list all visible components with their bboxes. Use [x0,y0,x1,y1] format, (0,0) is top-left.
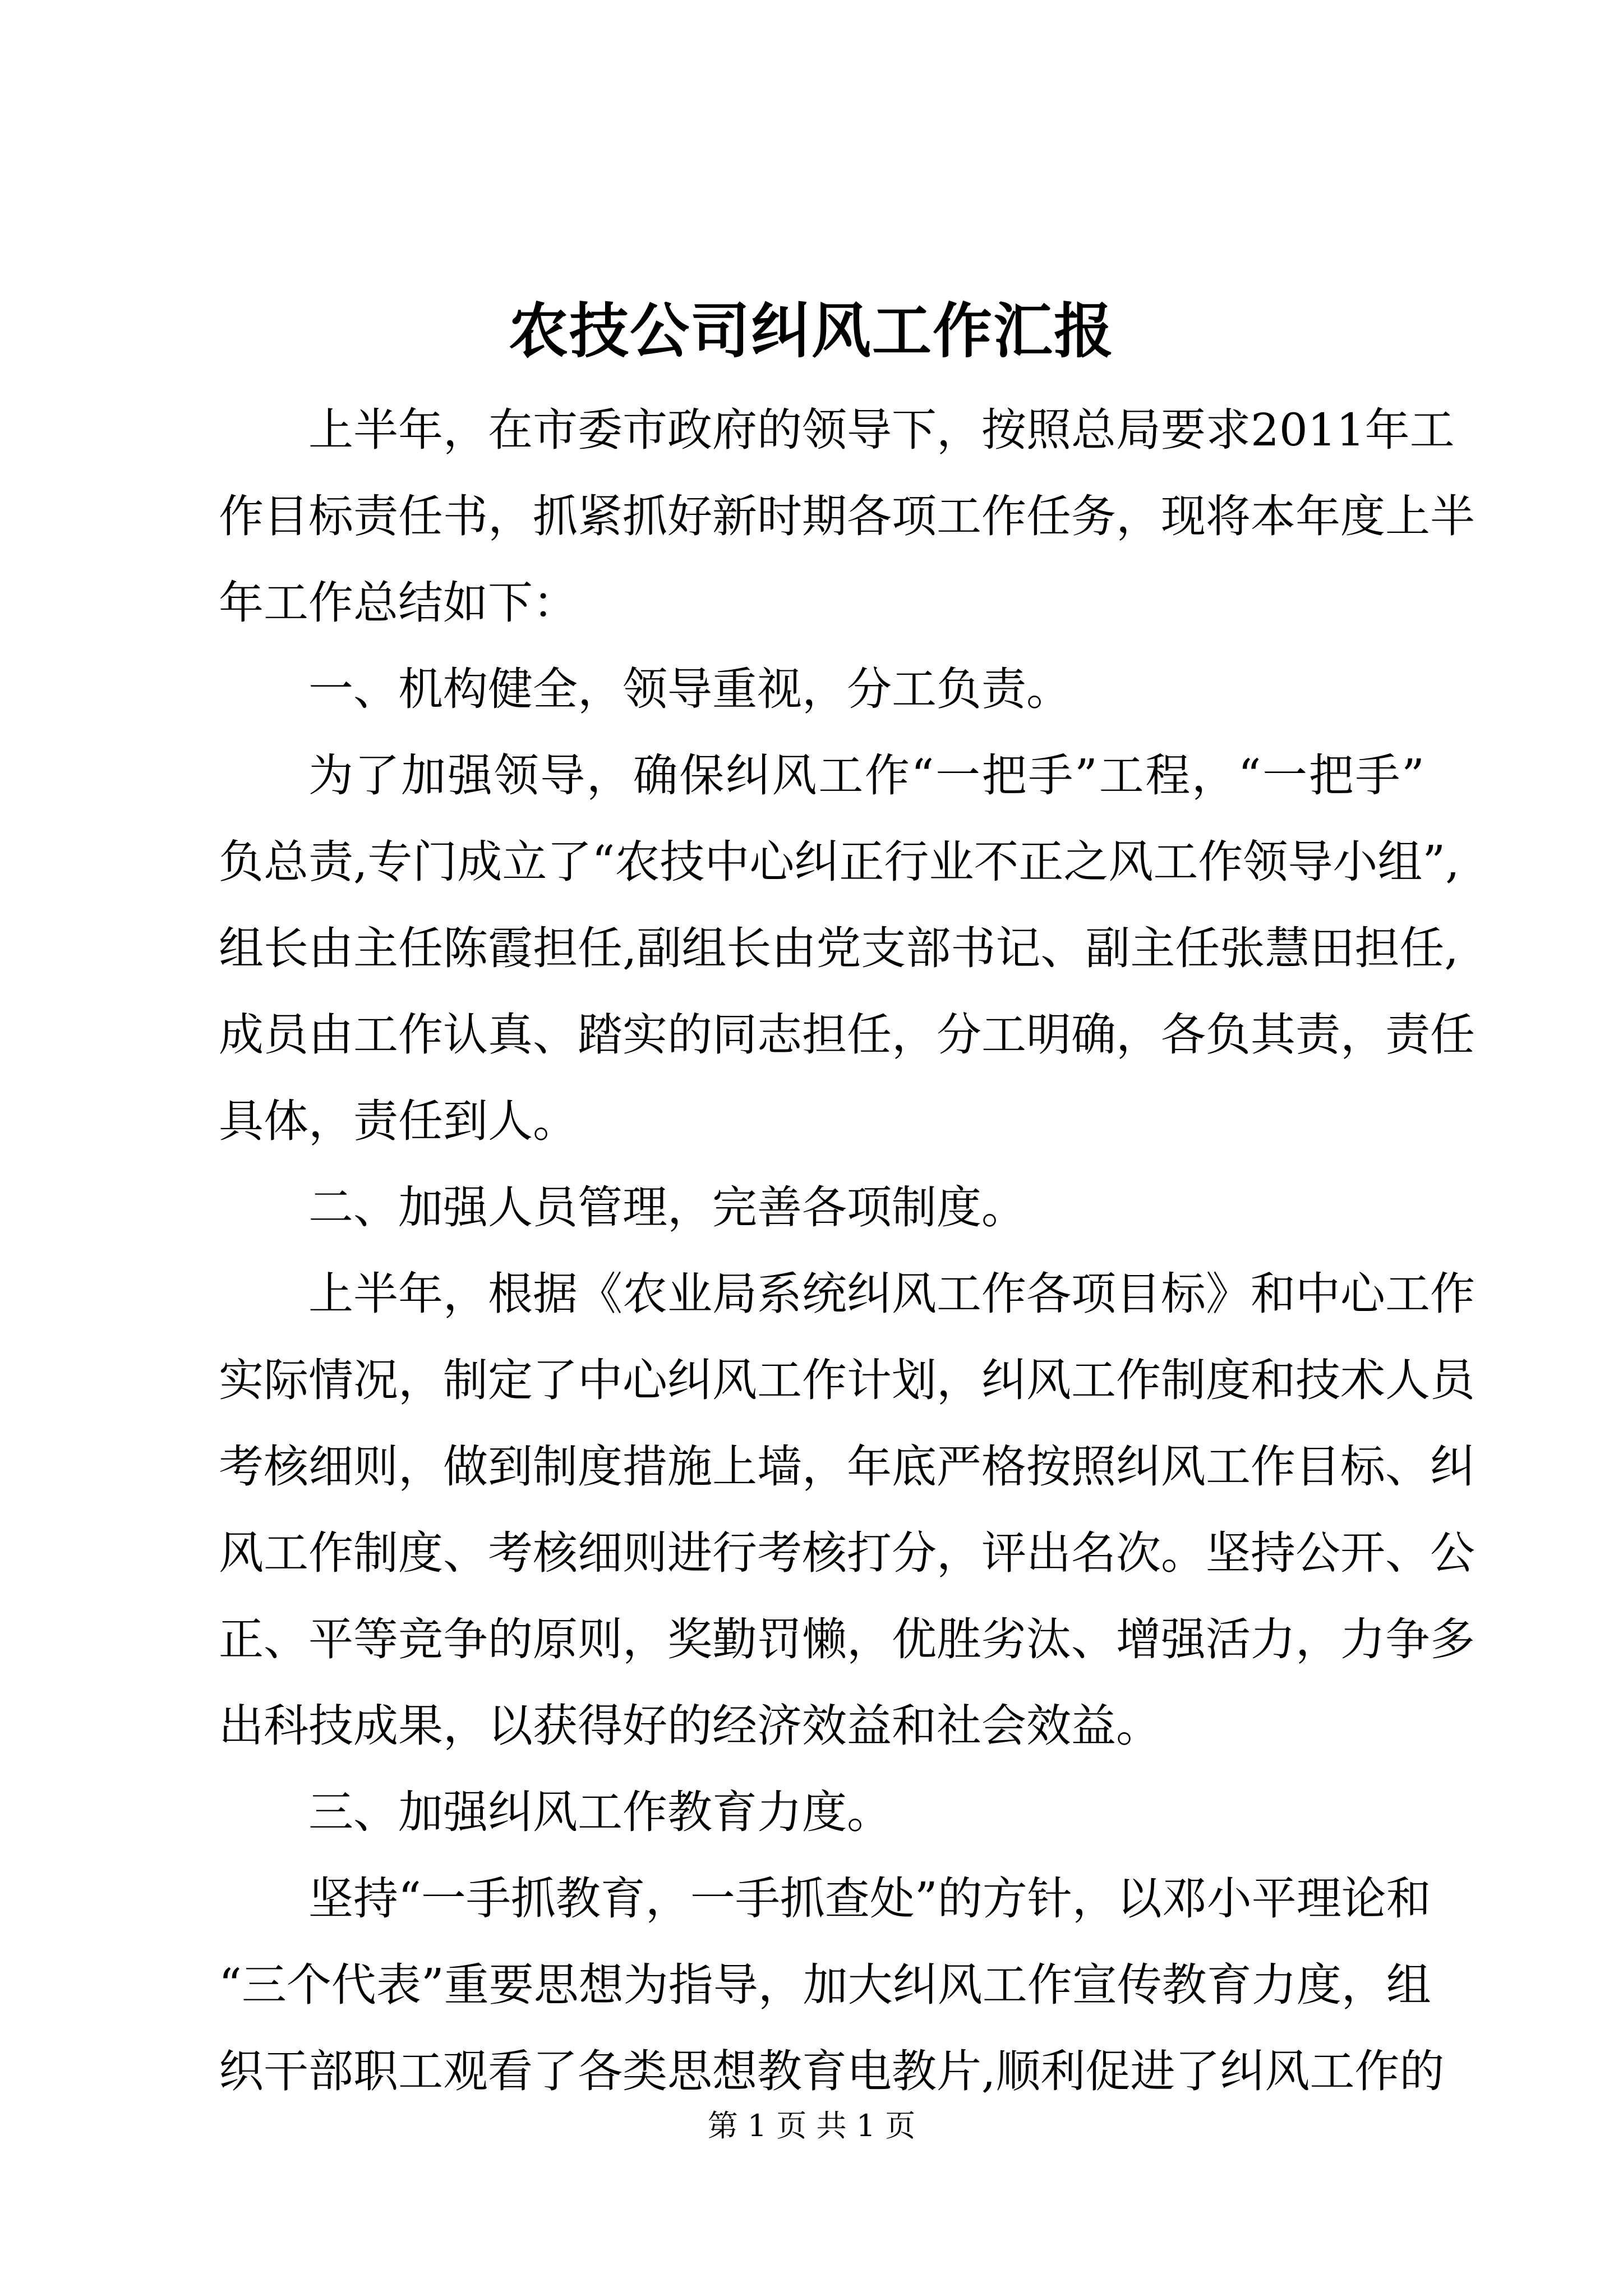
text-line: 组长由主任陈霞担任,副组长由党支部书记、副主任张慧田担任, [219,922,1459,974]
text-line: 具体，责任到人。 [219,1095,578,1147]
text-line: 三、加强纠风工作教育力度。 [308,1786,892,1838]
text-line: 二、加强人员管理，完善各项制度。 [308,1181,1026,1234]
text-line: 坚持“一手抓教育，一手抓查处”的方针，以邓小平理论和 [308,1872,1431,1925]
text-line: 年工作总结如下： [219,577,578,629]
text-line: 正、平等竞争的原则，奖勤罚懒，优胜劣汰、增强活力，力争多 [219,1613,1475,1665]
text-line: 风工作制度、考核细则进行考核打分，评出名次。坚持公开、公 [219,1527,1475,1579]
text-line: 上半年，根据《农业局系统纠风工作各项目标》和中心工作 [308,1268,1475,1320]
text-line: 成员由工作认真、踏实的同志担任，分工明确，各负其责，责任 [219,1009,1475,1061]
text-line: 一、机构健全，领导重视，分工负责。 [308,663,1071,715]
text-line: 织干部职工观看了各类思想教育电教片,顺利促进了纠风工作的 [219,2045,1445,2097]
text-line: 出科技成果，以获得好的经济效益和社会效益。 [219,1700,1161,1752]
text-line: 负总责,专门成立了“农技中心纠正行业不正之风工作领导小组”, [219,836,1460,888]
text-line: “三个代表”重要思想为指导，加大纠风工作宣传教育力度，组 [219,1959,1431,2011]
text-line: 上半年，在市委市政府的领导下，按照总局要求2011年工 [308,404,1455,456]
text-line: 作目标责任书，抓紧抓好新时期各项工作任务，现将本年度上半 [219,490,1475,542]
text-line: 实际情况，制定了中心纠风工作计划，纠风工作制度和技术人员 [219,1354,1475,1406]
page-footer: 第 1 页 共 1 页 [707,2108,916,2143]
document-body [219,387,1475,2115]
text-line: 为了加强领导，确保纠风工作“一把手”工程，“一把手” [308,749,1424,802]
document-title: 农技公司纠风工作汇报 [509,296,1114,366]
text-line: 考核细则，做到制度措施上墙，年底严格按照纠风工作目标、纠 [219,1441,1475,1493]
